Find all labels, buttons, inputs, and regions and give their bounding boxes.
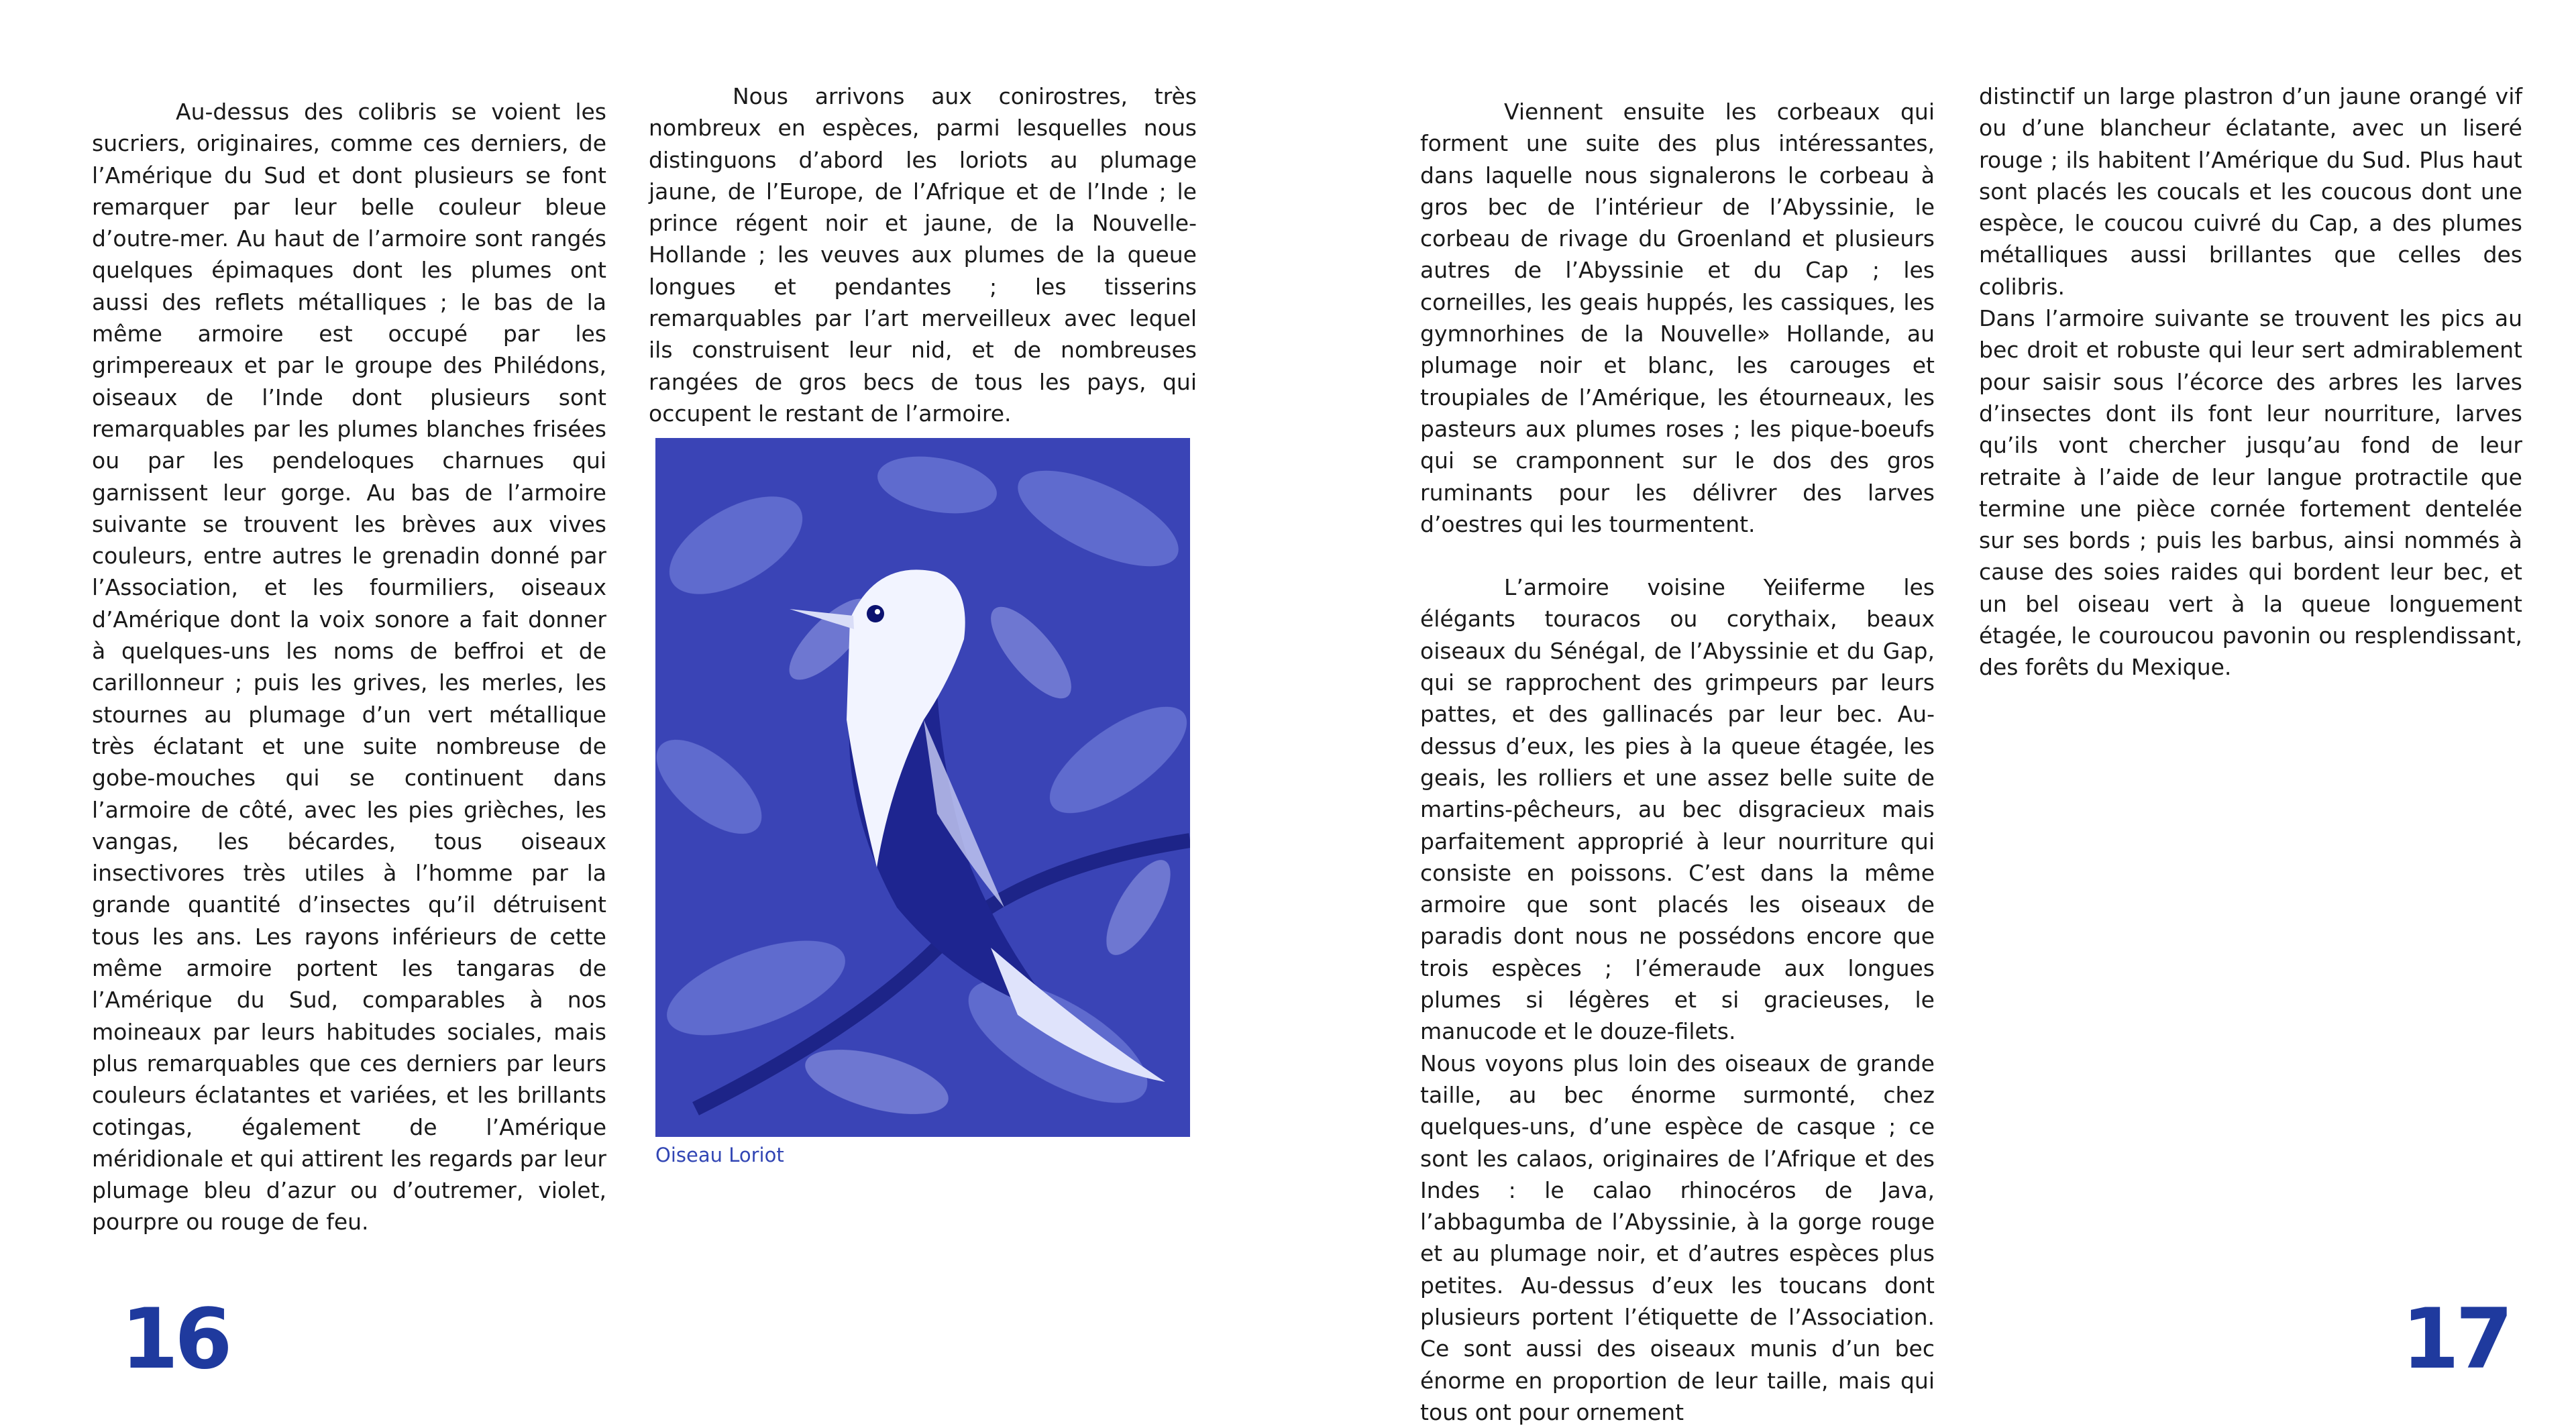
left-page-column-1 — [92, 96, 606, 1238]
paragraph: Au-dessus des colibris se voient les sucriers, originaires, comme ces derniers, de l’Amérique du Sud et dont plusieurs se font remarquer par leur belle couleur bleue d’outre-mer. Au haut de l’armoire sont rangés quelques épimaques dont les plumes ont aussi des reflets métalliques ; le bas de la même armoire est occupé par les grimpereaux et par le groupe des Philédons, oiseaux de l’Inde dont plusieurs sont remarquables par les plumes blanches frisées ou par les pendeloques charnues qui garnissent leur gorge. Au bas de l’armoire suivante se trouvent les brèves aux vives couleurs, entre autres le grenadin donné par l’Association, et les fourmiliers, oiseaux d’Amérique dont la voix sonore a fait donner à quelques-uns les noms de beffroi et de carillonneur ; puis les grives, les merles, les stournes au plumage d’un vert métallique très éclatant et une suite nombreuse de gobe-mouches qui se continuent dans l’armoire de côté, avec les pies grièches, les vangas, les bécardes, tous oiseaux insectivores très utiles à l’homme par la grande quantité d’insectes qu’il détruisent tous les ans. Les rayons inférieurs de cette même armoire portent les tangaras de l’Amérique du Sud, comparables à nos moineaux par leurs habitudes sociales, mais plus remarquables que ces derniers par leurs couleurs éclatantes et variées, et les brillants cotingas, également de l’Amérique méridionale et qui attirent les regards par leur plumage bleu d’azur ou d’outremer, violet, pourpre ou rouge de feu. — [92, 99, 606, 1235]
left-page-column-2 — [649, 80, 1197, 429]
bird-illustration — [655, 438, 1190, 1137]
paragraph: distinctif un large plastron d’un jaune orangé vif ou d’une blancheur éclatante, avec un liseré rouge ; ils habitent l’Amérique du Sud. Plus haut sont placés les coucals et les coucous dont une espèce, le coucou cuivré du Cap, a des plumes métalliques aussi brillantes que celles des colibris. — [1979, 83, 2522, 300]
right-page-column-2 — [1979, 80, 2522, 683]
paragraph: Nous voyons plus loin des oiseaux de grande taille, au bec énorme surmonté, chez quelques-uns, d’une espèce de casque ; ce sont les calaos, originaires de l’Afrique et des Indes : le calao rhinocéros de Java, l’abbagumba de l’Abyssinie, à la gorge rouge et au plumage noir, et d’autres espèces plus petites. Au-dessus d’eux les toucans dont plusieurs portent l’étiquette de l’Association. Ce sont aussi des oiseaux munis d’un bec énorme en proportion de leur taille, mais qui tous ont pour ornement — [1420, 1050, 1935, 1425]
paragraph: L’armoire voisine Yeiiferme les élégants touracos ou corythaix, beaux oiseaux du Sénégal, de l’Abyssinie et du Gap, qui se rapprochent des grimpeurs par leurs pattes, et des gallinacés par leur bec. Au-dessus d’eux, les pies à la queue étagée, les geais, les rolliers et une assez belle suite de martins-pêcheurs, au bec disgracieux mais parfaitement approprié à leur nourriture qui consiste en poissons. C’est dans la même armoire que sont placés les oiseaux de paradis dont nous ne possédons encore que trois espèces ; l’émeraude aux longues plumes si légères et si gracieuses, le manucode et le douze-filets. — [1420, 574, 1935, 1045]
page-number-left: 16 — [121, 1291, 229, 1388]
paragraph: Dans l’armoire suivante se trouvent les pics au bec droit et robuste qui leur sert admirablement pour saisir sous l’écorce des arbres les larves d’insectes dont ils font leur nourriture, larves qu’ils vont chercher jusqu’au fond de leur retraite à l’aide de leur langue protractile que termine une pièce cornée fortement dentelée sur ses bords ; puis les barbus, ainsi nommés à cause des soies raides qui bordent leur bec, et un bel oiseau vert à la queue longuement étagée, le couroucou pavonin ou resplendissant, des forêts du Mexique. — [1979, 305, 2522, 681]
paragraph: Nous arrivons aux conirostres, très nombreux en espèces, parmi lesquelles nous distinguons d’abord les loriots au plumage jaune, de l’Europe, de l’Afrique et de l’Inde ; le prince régent noir et jaune, de la Nouvelle-Hollande ; les veuves aux plumes de la queue longues et pendantes ; les tisserins remarquables par l’art merveilleux avec lequel ils construisent leur nid, et de nombreuses rangées de gros becs de tous les pays, qui occupent le restant de l’armoire. — [649, 83, 1197, 427]
photo-caption: Oiseau Loriot — [655, 1144, 784, 1166]
page-number-right: 17 — [2402, 1291, 2510, 1388]
oriole-photo — [655, 438, 1190, 1137]
paragraph: Viennent ensuite les corbeaux qui forment une suite des plus intéressantes, dans laquelle nous signalerons le corbeau à gros bec de l’intérieur de l’Abyssinie, le corbeau de rivage du Groenland et plusieurs autres de l’Abyssinie et du Cap ; les corneilles, les geais huppés, les cassiques, les gymnorhines de la Nouvelle» Hollande, au plumage noir et blanc, les carouges et troupiales de l’Amérique, les étourneaux, les pasteurs aux plumes roses ; les pique-boeufs qui se cramponnent sur le dos des gros ruminants pour les délivrer des larves d’oestres qui les tourmentent. — [1420, 99, 1935, 537]
right-page-column-1 — [1420, 96, 1935, 1428]
